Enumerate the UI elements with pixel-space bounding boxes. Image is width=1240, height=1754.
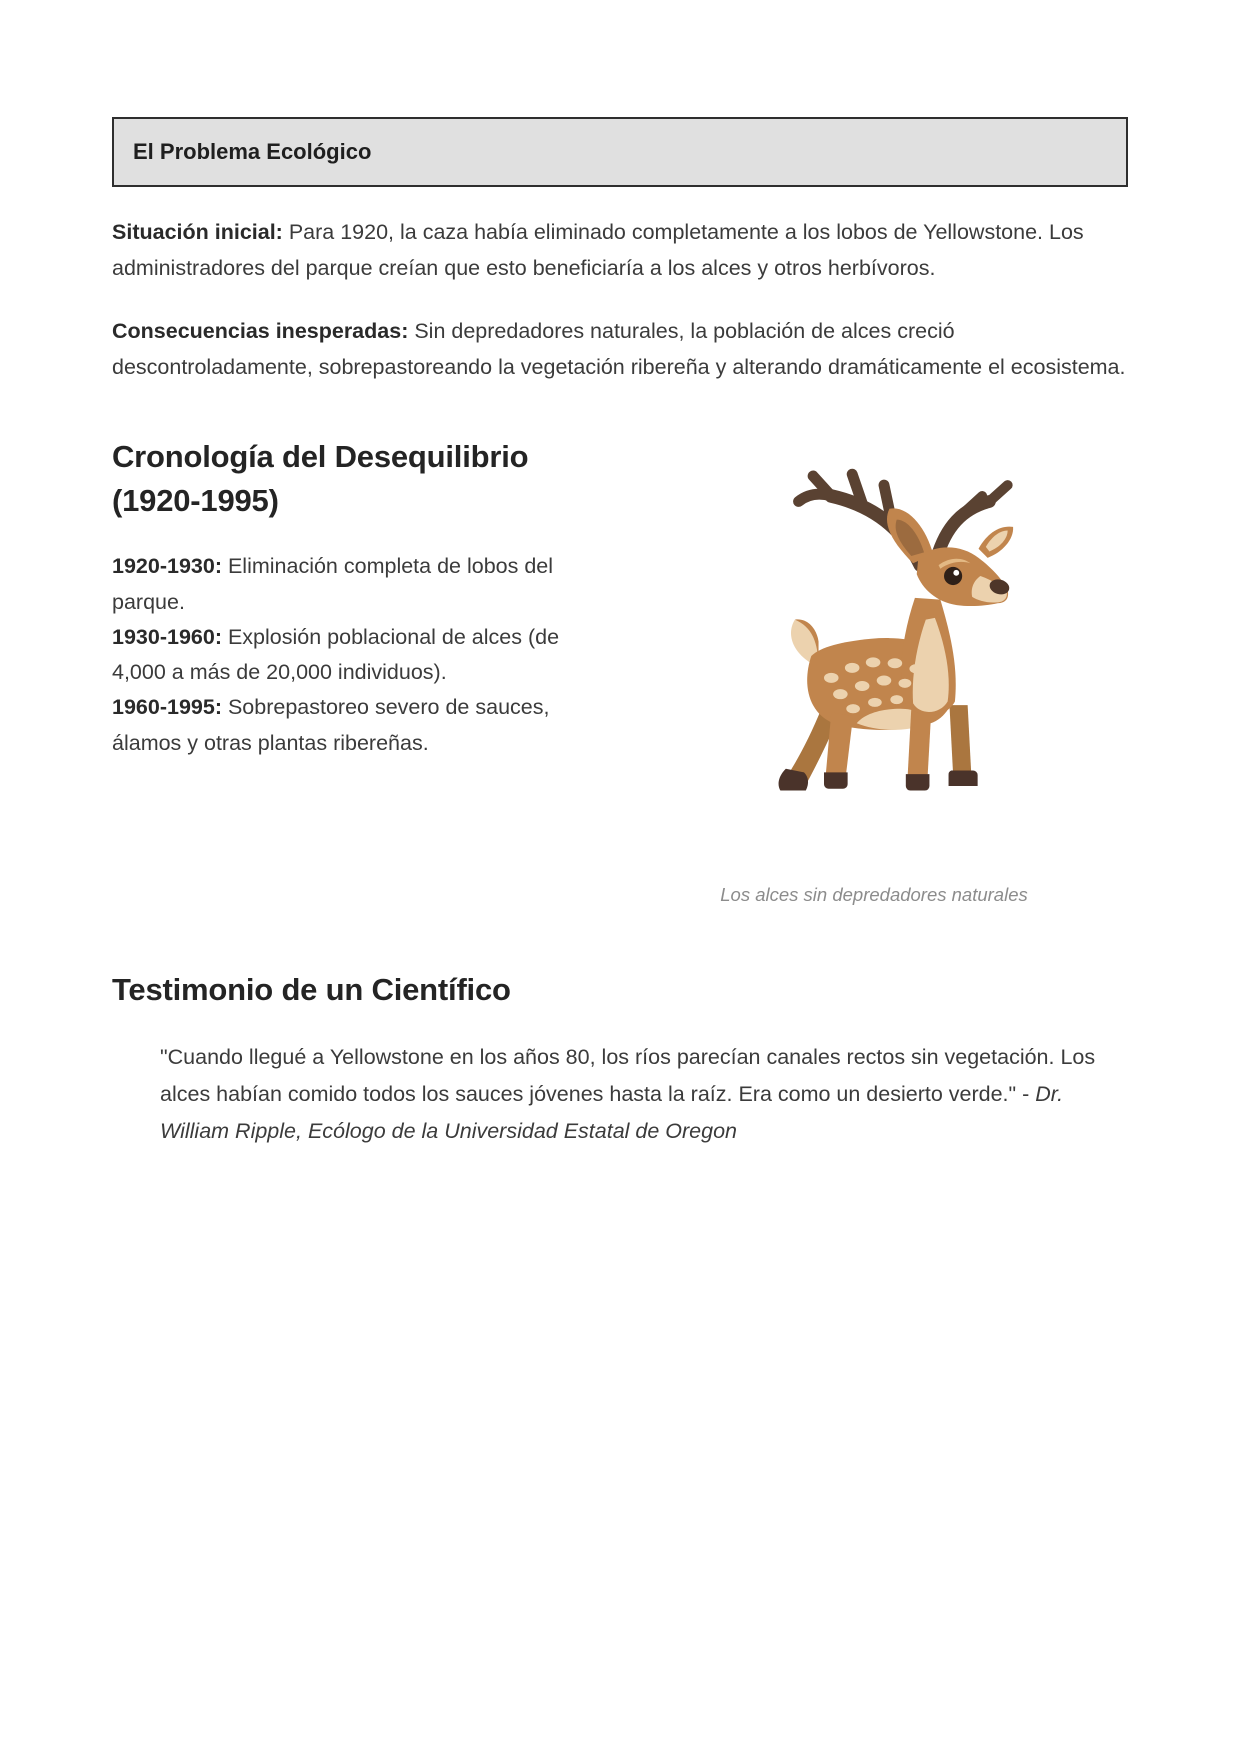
timeline-period-1: 1920-1930: xyxy=(112,554,222,579)
paragraph-situacion-text: Para 1920, la caza había eliminado completamente a los lobos de Yellowstone. Los administradores del parque creían que esto beneficiaría a los alces y otros herbívoros. xyxy=(112,220,1084,281)
timeline-period-3: 1960-1995: xyxy=(112,695,222,720)
section-title: El Problema Ecológico xyxy=(133,139,372,164)
bold-lead-situacion: Situación inicial: xyxy=(112,220,283,244)
paragraph-consecuencias xyxy=(112,313,1128,385)
section-title-box xyxy=(112,117,1128,187)
timeline-list xyxy=(112,549,594,761)
quote-attribution: Dr. William Ripple, Ecólogo de la Universidad Estatal de Oregon xyxy=(160,1082,1064,1143)
timeline-text-3: Sobrepastoreo severo de sauces, álamos y otras plantas ribereñas. xyxy=(112,695,550,755)
timeline-entry-1930-1960 xyxy=(112,620,594,691)
figure-caption: Los alces sin depredadores naturales xyxy=(720,884,1028,906)
timeline-section xyxy=(112,435,1128,906)
testimony-heading: Testimonio de un Científico xyxy=(112,972,511,1008)
paragraph-consecuencias-text: Sin depredadores naturales, la población de alces creció descontroladamente, sobrepastoreando la vegetación ribereña y alterando dramáticamente el ecosistema. xyxy=(112,319,1126,380)
timeline-entry-1960-1995 xyxy=(112,690,594,761)
deer-emoji-icon xyxy=(724,441,1024,831)
quote-block xyxy=(112,1039,1128,1149)
timeline-text-2: Explosión poblacional de alces (de 4,000 a más de 20,000 individuos). xyxy=(112,624,560,685)
timeline-entry-1920-1930 xyxy=(112,549,594,620)
deer-image xyxy=(724,441,1024,836)
timeline-period-2: 1930-1960: xyxy=(112,624,222,649)
deer-figure xyxy=(594,435,1128,906)
quote-text: "Cuando llegué a Yellowstone en los años 80, los ríos parecían canales rectos sin vegetación. Los alces habían comido todos los sauces jóvenes hasta la raíz. Era como un desierto verde." - xyxy=(160,1045,1096,1106)
timeline-text-1: Eliminación completa de lobos del parque. xyxy=(112,554,554,614)
timeline-heading: Cronología del Desequilibrio (1920-1995) xyxy=(112,439,529,519)
paragraph-situacion-inicial xyxy=(112,214,1128,286)
bold-lead-consecuencias: Consecuencias inesperadas: xyxy=(112,319,409,344)
timeline-text-column xyxy=(112,435,594,906)
